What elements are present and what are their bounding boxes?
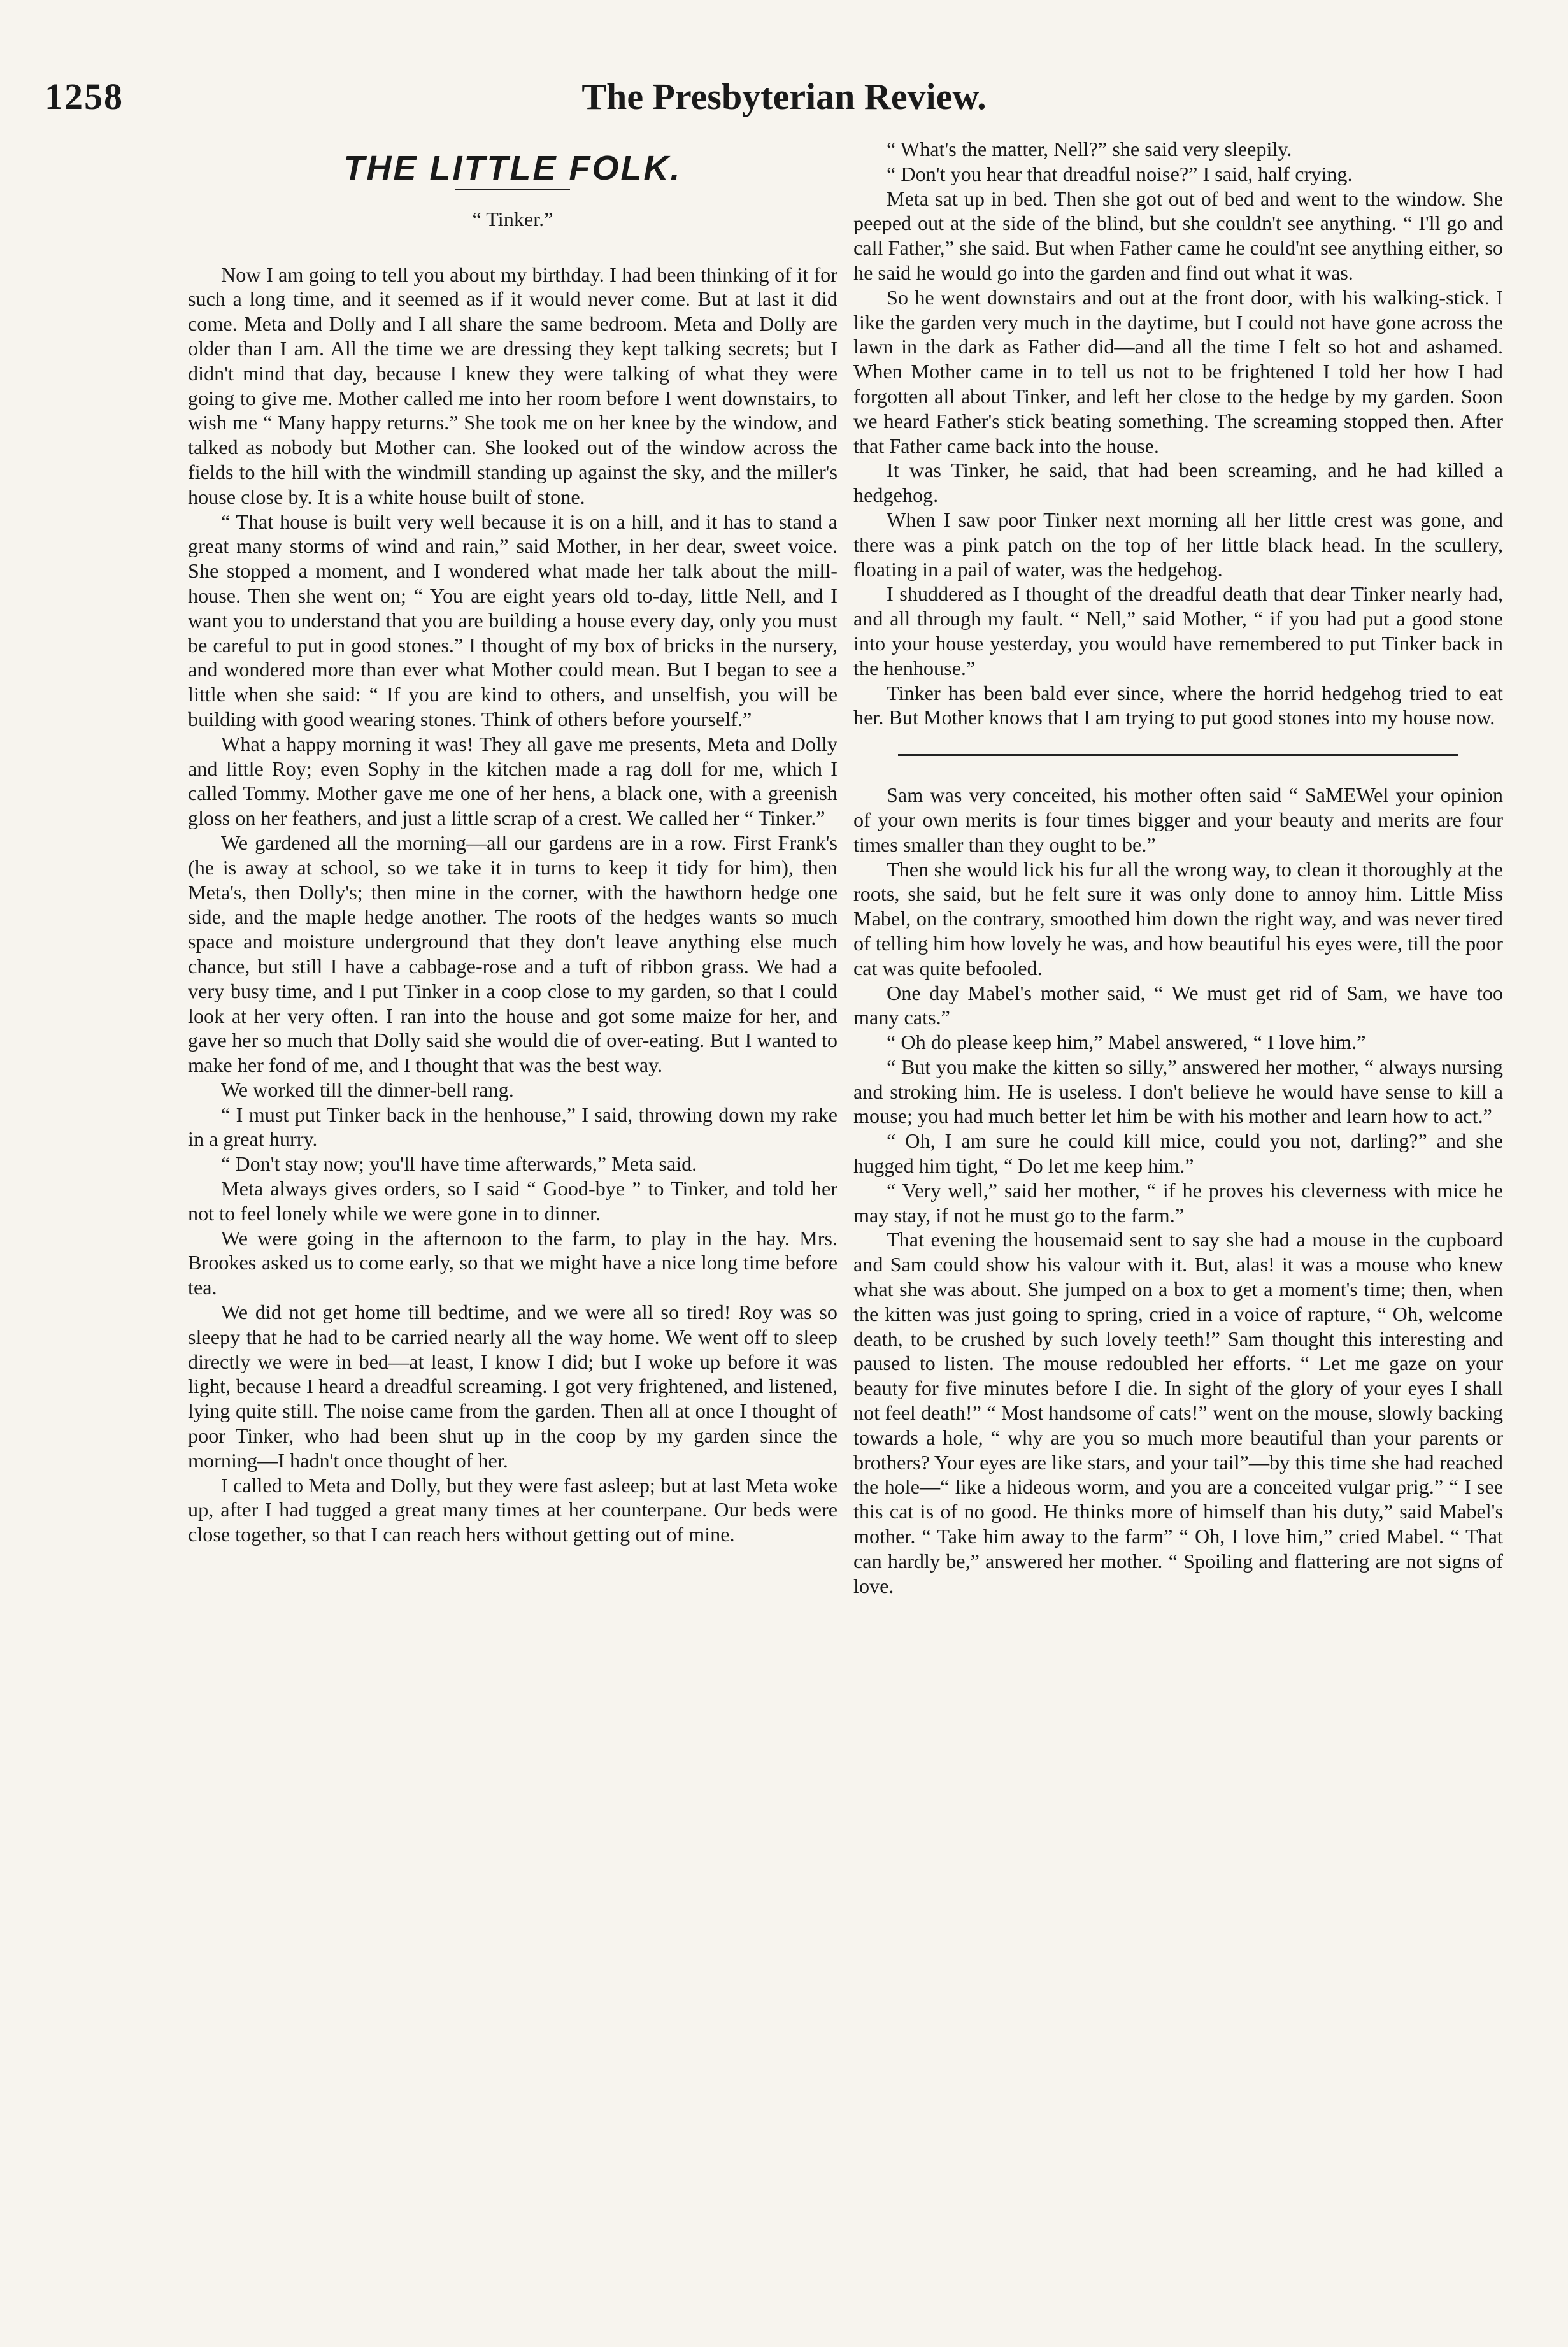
paragraph: We worked till the dinner-bell rang. bbox=[221, 1078, 514, 1101]
page-number: 1258 bbox=[45, 76, 124, 117]
paragraph: I shuddered as I thought of the dreadful death that dear Tinker nearly had, and all through my fault. “ Nell,” said Mother, “ if you had put a good stone into your house yesterday, you would have remembered to put Tinker back in the henhouse.” bbox=[853, 582, 1503, 680]
paragraph: “ Don't stay now; you'll have time afterwards,” Meta said. bbox=[221, 1152, 697, 1176]
paragraph: Meta always gives orders, so I said “ Good-bye ” to Tinker, and told her not to feel lonely while we were gone in to dinner. bbox=[188, 1177, 837, 1225]
right-column bbox=[853, 137, 1503, 1598]
section-divider bbox=[898, 754, 1458, 756]
paragraph: “ Oh, I am sure he could kill mice, could you not, darling?” and she hugged him tight, “ Do let me keep him.” bbox=[853, 1129, 1503, 1178]
paragraph: We were going in the afternoon to the farm, to play in the hay. Mrs. Brookes asked us to come early, so that we might have a nice long time before tea. bbox=[188, 1226, 837, 1299]
page-header bbox=[45, 75, 1523, 132]
paragraph: So he went downstairs and out at the front door, with his walking-stick. I like the garden very much in the daytime, but I could not have gone across the lawn in the dark as Father did—and all the time I felt so hot and ashamed. When Mother came in to tell us not to be frightened I told her how I had forgotten all about Tinker, and left her close to the hedge by my garden. Soon we heard Father's stick beating something. The screaming stopped then. After that Father came back into the house. bbox=[853, 285, 1503, 457]
paragraph: What a happy morning it was! They all gave me presents, Meta and Dolly and little Roy; even Sophy in the kitchen made a rag doll for me, which I called Tommy. Mother gave me one of her hens, a black one, with a greenish gloss on her feathers, and just a little scrap of a crest. We called her “ Tinker.” bbox=[188, 732, 837, 830]
paragraph: Now I am going to tell you about my birthday. I had been thinking of it for such a long time, and it seemed as if it would never come. But at last it did come. Meta and Dolly and I all share the same bedroom. Meta and Dolly are older than I am. All the time we are dressing they kept talking secrets; but I didn't mind that day, because I knew they were talking of what they were going to give me. Mother called me into her room before I went downstairs, to wish me “ Many happy returns.” She took me on her knee by the window, and talked as nobody but Mother can. She looked out of the window across the fields to the hill with the windmill standing up against the sky, and the miller's house close by. It is a white house built of stone. bbox=[188, 262, 837, 508]
paragraph: “ Don't you hear that dreadful noise?” I said, half crying. bbox=[887, 162, 1353, 185]
title-divider bbox=[455, 189, 570, 190]
paragraph: I called to Meta and Dolly, but they were fast asleep; but at last Meta woke up, after I had tugged a great many times at her counterpane. Our beds were close together, so that I can reach hers without getting out of mine. bbox=[188, 1473, 837, 1546]
journal-title: The Presbyterian Review. bbox=[581, 76, 987, 117]
paragraph: “ But you make the kitten so silly,” answered her mother, “ always nursing and stroking him. He is useless. I don't believe he would have sense to kill a mouse; you had much better let him be with his mother and learn how to act.” bbox=[853, 1055, 1503, 1128]
paragraph: “ I must put Tinker back in the henhouse,” I said, throwing down my rake in a great hurry. bbox=[188, 1102, 837, 1151]
paragraph: Meta sat up in bed. Then she got out of bed and went to the window. She peeped out at the side of the blind, but she couldn't see anything. “ I'll go and call Father,” she said. But when Father came he could'nt see anything either, so he said he would go into the garden and find out what it was. bbox=[853, 187, 1503, 284]
story-title: THE LITTLE FOLK. bbox=[343, 149, 682, 187]
story-subtitle: “ Tinker.” bbox=[472, 207, 553, 231]
paragraph: “ What's the matter, Nell?” she said very sleepily. bbox=[887, 138, 1292, 161]
paragraph: That evening the housemaid sent to say she had a mouse in the cupboard and Sam could show his valour with it. But, alas! it was a mouse who knew what she was about. She jumped on a box to get a moment's time; then, when the kitten was just going to spring, cried in a voice of rapture, “ Oh, welcome death, to be crushed by such lovely teeth!” Sam thought this interesting and paused to listen. The mouse redoubled her efforts. “ Let me gaze on your beauty for five minutes before I die. In sight of the glory of your eyes I shall not feel death!” “ Most handsome of cats!” went on the mouse, slowly backing towards a hole, “ why are you so much more beautiful than your parents or brothers? Your eyes are like stars, and your tail”—by this time she had reached the hole—“ like a hideous worm, and you are a conceited vulgar prig.” “ I see this cat is of no good. He thinks more of himself than his duty,” said Mabel's mother. “ Take him away to the farm” “ Oh, I love him,” cried Mabel. “ That can hardly be,” answered her mother. “ Spoiling and flattering are not signs of love. bbox=[853, 1228, 1503, 1597]
paragraph: “ Oh do please keep him,” Mabel answered, “ I love him.” bbox=[887, 1031, 1366, 1054]
paragraph: Then she would lick his fur all the wrong way, to clean it thoroughly at the roots, she said, but he felt sure it was only done to annoy him. Little Miss Mabel, on the contrary, smoothed him down the right way, and was never tired of telling him how lovely he was, and how beautiful his eyes were, till the poor cat was quite befooled. bbox=[853, 857, 1503, 980]
paragraph: Tinker has been bald ever since, where the horrid hedgehog tried to eat her. But Mother knows that I am trying to put good stones into my house now. bbox=[853, 681, 1503, 729]
paragraph: We gardened all the morning—all our gardens are in a row. First Frank's (he is away at school, so we take it in turns to keep it tidy for him), then Meta's, then Dolly's; then mine in the corner, with the hawthorn hedge one side, and the maple hedge another. The roots of the hedges wants so much space and moisture underground that they don't leave anything else much chance, but still I have a cabbage-rose and a tuft of ribbon grass. We had a very busy time, and I put Tinker in a coop close to my garden, so that I could look at her very often. I ran into the house and got some maize for her, and gave her so much that Dolly said she would die of over-eating. But I wanted to make her fond of me, and I thought that was the best way. bbox=[188, 831, 837, 1077]
paragraph: Sam was very conceited, his mother often said “ SaMEWel your opinion of your own merits is four times bigger and your beauty and merits are four times smaller than they ought to be.” bbox=[853, 783, 1503, 856]
paragraph: “ That house is built very well because it is on a hill, and it has to stand a great many storms of wind and rain,” said Mother, in her dear, sweet voice. She stopped a moment, and I wondered what made her talk about the mill-house. Then she went on; “ You are eight years old to-day, little Nell, and I want you to understand that you are building a house every day, only you must be careful to put in good stones.” I thought of my box of bricks in the nursery, and wondered more than ever what Mother could mean. But I began to see a little when she said: “ If you are kind to others, and unselfish, you will be building with good wearing stones. Think of others before yourself.” bbox=[188, 510, 837, 731]
paragraph: When I saw poor Tinker next morning all her little crest was gone, and there was a pink patch on the top of her little black head. In the scullery, floating in a pail of water, was the hedgehog. bbox=[853, 508, 1503, 581]
paragraph: It was Tinker, he said, that had been screaming, and he had killed a hedgehog. bbox=[853, 459, 1503, 507]
paragraph: “ Very well,” said her mother, “ if he proves his cleverness with mice he may stay, if not he must go to the farm.” bbox=[853, 1178, 1503, 1227]
paragraph: We did not get home till bedtime, and we were all so tired! Roy was so sleepy that he had to be carried nearly all the way home. We went off to sleep directly we were in bed—at least, I know I did; but I woke up before it was light, because I heard a dreadful screaming. I got very frightened, and listened, lying quite still. The noise came from the garden. Then all at once I thought of poor Tinker, who had been shut up in the coop by my garden since the morning—I hadn't once thought of her. bbox=[188, 1301, 837, 1472]
left-column bbox=[188, 137, 837, 1547]
paragraph: One day Mabel's mother said, “ We must get rid of Sam, we have too many cats.” bbox=[853, 981, 1503, 1029]
